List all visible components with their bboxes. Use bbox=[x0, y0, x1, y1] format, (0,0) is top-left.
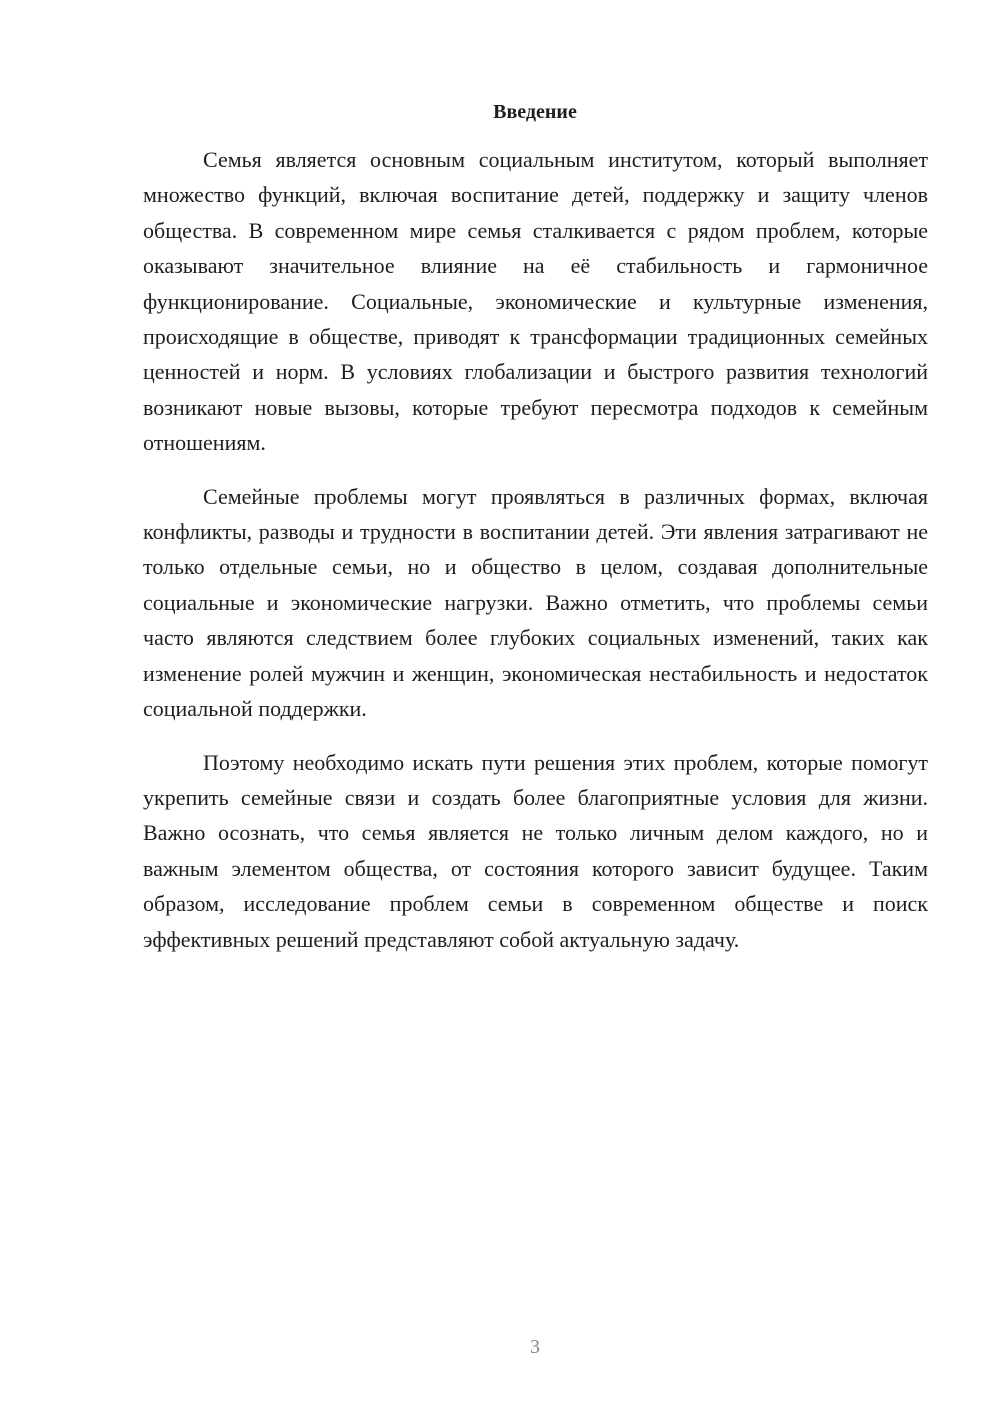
section-title: Введение bbox=[493, 101, 577, 123]
body-text bbox=[143, 142, 928, 975]
paragraph-2: Семейные проблемы могут проявляться в различных формах, включая конфликты, разводы и трудности в воспитании детей. Эти явления затрагивают не только отдельные семьи, но и общество в целом, создавая дополнительные социальные и экономические нагрузки. Важно отметить, что проблемы семьи часто являются следствием более глубоких социальных изменений, таких как изменение ролей мужчин и женщин, экономическая нестабильность и недостаток социальной поддержки. bbox=[143, 483, 928, 722]
paragraph-3: Поэтому необходимо искать пути решения этих проблем, которые помогут укрепить семейные связи и создать более благоприятные условия для жизни. Важно осознать, что семья является не только личным делом каждого, но и важным элементом общества, от состояния которого зависит будущее. Таким образом, исследование проблем семьи в современном обществе и поиск эффективных решений представляют собой актуальную задачу. bbox=[143, 749, 928, 952]
paragraph-1: Семья является основным социальным институтом, который выполняет множество функций, включая воспитание детей, поддержку и защиту членов общества. В современном мире семья сталкивается с рядом проблем, которые оказывают значительное влияние на её стабильность и гармоничное функционирование. Социальные, экономические и культурные изменения, происходящие в обществе, приводят к трансформации традиционных семейных ценностей и норм. В условиях глобализации и быстрого развития технологий возникают новые вызовы, которые требуют пересмотра подходов к семейным отношениям. bbox=[143, 147, 928, 456]
page-number: 3 bbox=[530, 1336, 540, 1358]
